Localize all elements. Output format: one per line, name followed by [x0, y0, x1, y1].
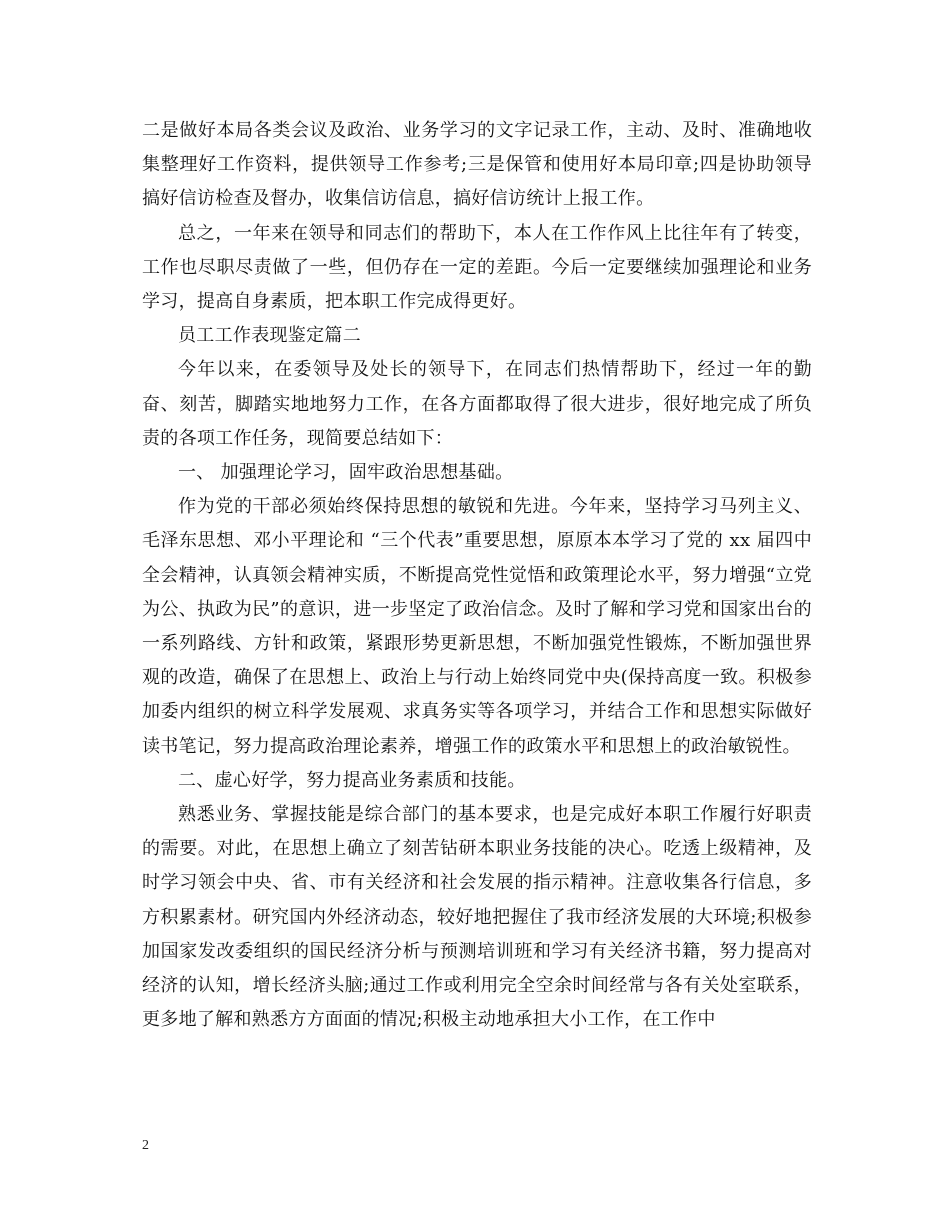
paragraph-theory-study: 作为党的干部必须始终保持思想的敏锐和先进。今年来，坚持学习马列主义、毛泽东思想、邓小平理论和 “三个代表”重要思想，原原本本学习了党的 xx 届四中全会精神，认真领会精神实质，不断提高党性觉悟和政策理论水平，努力增强“立党为公、执政为民”的意识，进一步坚定了政治信念。及时了解和学习党和国家出台的一系列路线、方针和政策，紧跟形势更新思想，不断加强党性锻炼，不断加强世界观的改造，确保了在思想上、政治上与行动上始终同党中央(保持高度一致。积极参加委内组织的树立科学发展观、求真务实等各项学习，并结合工作和思想实际做好读书笔记，努力提高政治理论素养，增强工作的政策水平和思想上的政治敏锐性。 [142, 496, 812, 757]
paragraph-intro: 今年以来，在委领导及处长的领导下，在同志们热情帮助下，经过一年的勤奋、刻苦，脚踏实地地努力工作，在各方面都取得了很大进步，很好地完成了所负责的各项工作任务，现简要总结如下： [142, 359, 812, 449]
section-heading: 员工工作表现鉴定篇二 [178, 325, 361, 347]
paragraph-continuation: 二是做好本局各类会议及政治、业务学习的文字记录工作，主动、及时、准确地收集整理好工作资料，提供领导工作参考;三是保管和使用好本局印章;四是协助领导搞好信访检查及督办，收集信访信息，搞好信访统计上报工作。 [142, 120, 812, 210]
page-number: 2 [142, 1138, 149, 1153]
paragraph-business-skills: 熟悉业务、掌握技能是综合部门的基本要求，也是完成好本职工作履行好职责的需要。对此，在思想上确立了刻苦钻研本职业务技能的决心。吃透上级精神，及时学习领会中央、省、市有关经济和社会发展的指示精神。注意收集各行信息，多方积累素材。研究国内外经济动态，较好地把握住了我市经济发展的大环境;积极参加国家发改委组织的国民经济分析与预测培训班和学习有关经济书籍，努力提高对经济的认知，增长经济头脑;通过工作或利用完全空余时间经常与各有关处室联系，更多地了解和熟悉方方面面的情况;积极主动地承担大小工作，在工作中 [142, 804, 812, 1031]
document-body [142, 114, 812, 1037]
paragraph-summary: 总之，一年来在领导和同志们的帮助下，本人在工作作风上比往年有了转变，工作也尽职尽责做了一些，但仍存在一定的差距。今后一定要继续加强理论和业务学习，提高自身素质，把本职工作完成得更好。 [142, 222, 812, 313]
subheading-one: 一、 加强理论学习，固牢政治思想基础。 [178, 462, 514, 484]
subheading-two: 二、虚心好学，努力提高业务素质和技能。 [178, 769, 526, 791]
